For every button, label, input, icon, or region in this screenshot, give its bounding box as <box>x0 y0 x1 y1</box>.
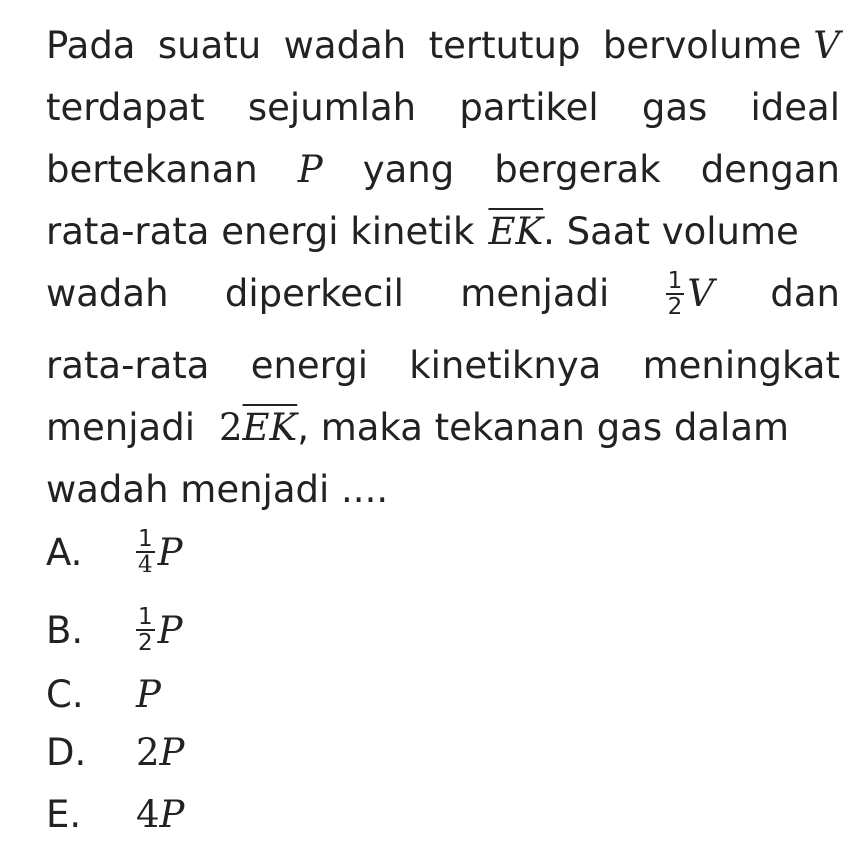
option-value <box>136 527 183 577</box>
pressure-symbol: P <box>159 730 185 774</box>
word: menjadi <box>460 272 610 315</box>
question-line-8 <box>46 466 840 514</box>
volume-symbol: V <box>813 24 840 67</box>
option-b[interactable] <box>46 602 183 658</box>
fraction <box>666 269 685 319</box>
word: dan <box>770 272 840 315</box>
word: sejumlah <box>247 86 417 129</box>
option-letter: B. <box>46 608 84 652</box>
fraction <box>136 527 155 577</box>
option-value <box>136 605 183 655</box>
option-c[interactable] <box>46 666 161 722</box>
fraction-numerator: 1 <box>667 268 683 294</box>
word: dengan <box>700 148 840 191</box>
average-kinetic-energy-symbol: $\overline{EK}$ <box>488 210 544 253</box>
word: suatu <box>157 24 262 67</box>
word: rata-rata <box>46 344 210 387</box>
word: terdapat <box>46 86 205 129</box>
volume-symbol: V <box>687 272 714 315</box>
coefficient: 2 <box>136 730 160 774</box>
text-segment: menjadi <box>46 406 195 449</box>
word: ideal <box>750 86 840 129</box>
option-letter: E. <box>46 792 82 836</box>
coefficient: 4 <box>136 792 160 836</box>
question-line-5 <box>46 270 840 318</box>
fraction-denominator: 4 <box>138 552 153 578</box>
text-segment: . Saat volume <box>543 210 799 253</box>
option-letter: A. <box>46 530 83 574</box>
word: wadah <box>283 24 407 67</box>
fraction-numerator: 1 <box>138 604 153 630</box>
fraction-denominator: 2 <box>138 630 153 656</box>
pressure-symbol: P <box>297 148 323 191</box>
word: gas <box>641 86 708 129</box>
coefficient: 2 <box>218 406 243 449</box>
pressure-symbol: P <box>157 530 183 574</box>
option-value <box>136 731 184 774</box>
question-line-3 <box>46 146 840 194</box>
word <box>603 22 840 70</box>
word: energi <box>250 344 368 387</box>
word: meningkat <box>642 344 840 387</box>
word-text: bervolume <box>602 24 802 67</box>
option-value <box>136 673 161 716</box>
option-d[interactable] <box>46 724 184 780</box>
average-kinetic-energy-symbol: $\overline{EK}$ <box>242 406 298 449</box>
text-segment: rata-rata energi kinetik <box>46 210 475 253</box>
question-line-4 <box>46 208 840 256</box>
option-a[interactable] <box>46 524 183 580</box>
word: kinetiknya <box>409 344 602 387</box>
question-line-7 <box>46 404 840 452</box>
question-line-1 <box>46 22 840 70</box>
word: partikel <box>459 86 599 129</box>
question-line-6 <box>46 342 840 390</box>
word: Pada <box>46 24 136 67</box>
word: tertutup <box>428 24 581 67</box>
option-e[interactable] <box>46 786 184 842</box>
text-segment: , maka tekanan gas dalam <box>297 406 790 449</box>
half-volume-expression <box>666 269 714 319</box>
word: diperkecil <box>224 272 404 315</box>
fraction <box>136 605 155 655</box>
option-letter: C. <box>46 672 84 716</box>
fraction-denominator: 2 <box>667 294 683 320</box>
text-segment: wadah menjadi .... <box>46 468 389 511</box>
question-line-2 <box>46 84 840 132</box>
option-letter: D. <box>46 730 87 774</box>
option-value <box>136 793 184 836</box>
pressure-symbol: P <box>159 792 185 836</box>
fraction-numerator: 1 <box>138 526 153 552</box>
word: bergerak <box>494 148 661 191</box>
word: bertekanan <box>46 148 258 191</box>
pressure-symbol: P <box>157 608 183 652</box>
word: yang <box>362 148 455 191</box>
word: wadah <box>46 272 169 315</box>
double-kinetic-energy-expression <box>219 404 297 452</box>
pressure-symbol: P <box>136 672 161 716</box>
